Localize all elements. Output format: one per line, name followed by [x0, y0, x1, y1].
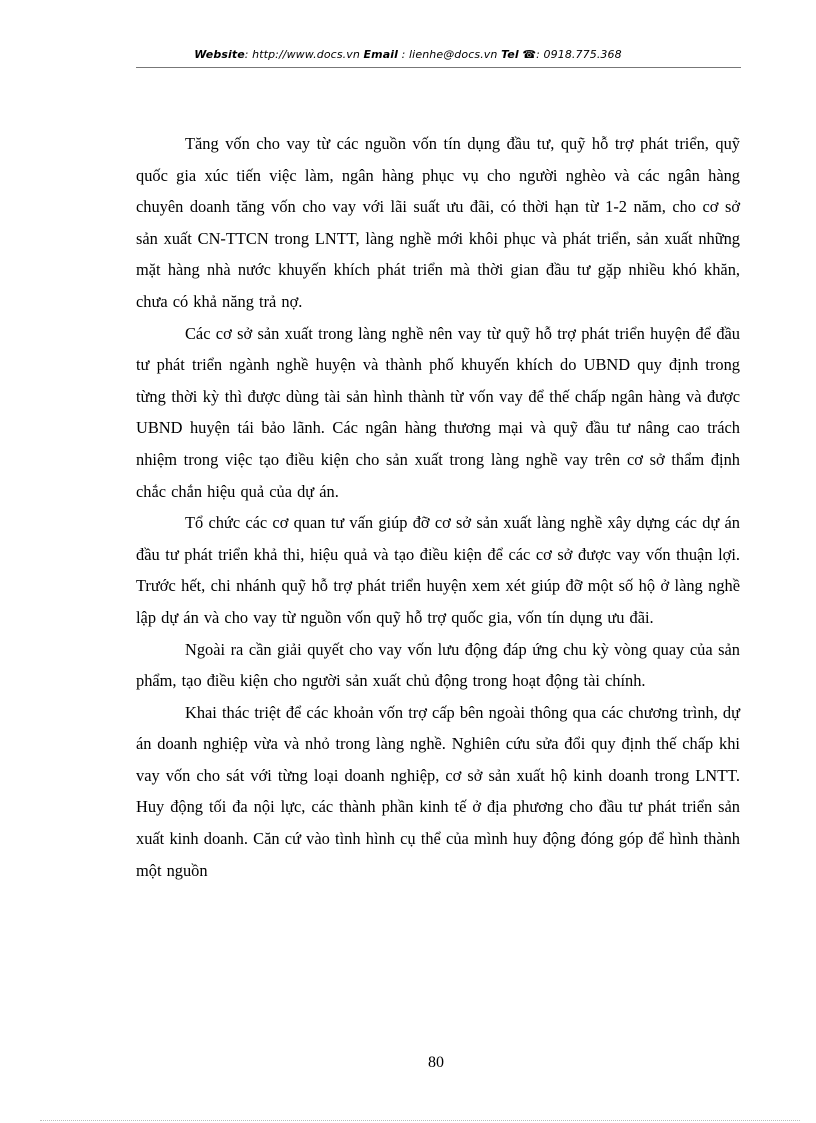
paragraph-4: Ngoài ra cần giải quyết cho vay vốn lưu động đáp ứng chu kỳ vòng quay của sản phẩm, tạo điều kiện cho người sản xuất chủ động trong hoạt động tài chính. — [136, 639, 740, 691]
phone-icon: ☎ — [522, 48, 537, 61]
email-label: Email — [363, 48, 398, 61]
paragraph-3: Tổ chức các cơ quan tư vấn giúp đỡ cơ sở sản xuất làng nghề xây dựng các dự án đầu tư phát triển khả thi, hiệu quả và tạo điều kiện để các cơ sở được vay vốn thuận lợi. Trước hết, chi nhánh quỹ hỗ trợ phát triển huyện xem xét giúp đỡ một số hộ ở làng nghề lập dự án và cho vay từ nguồn vốn quỹ hỗ trợ quốc gia, vốn tín dụng ưu đãi. — [136, 513, 740, 627]
tel-label: Tel — [501, 48, 519, 61]
header-divider — [136, 67, 741, 68]
website-label: Website — [194, 48, 245, 61]
page-number: 80 — [428, 1054, 444, 1071]
email-value: : lienhe@docs.vn — [401, 48, 498, 61]
bottom-divider — [40, 1120, 800, 1121]
tel-value: : 0918.775.368 — [536, 48, 622, 61]
page-header — [0, 48, 816, 61]
document-body — [136, 128, 740, 886]
paragraph-5: Khai thác triệt để các khoản vốn trợ cấp bên ngoài thông qua các chương trình, dự án doanh nghiệp vừa và nhỏ trong làng nghề. Nghiên cứu sửa đổi quy định thế chấp khi vay vốn cho sát với từng loại doanh nghiệp, cơ sở sản xuất hộ kinh doanh trong LNTT. Huy động tối đa nội lực, các thành phần kinh tế ở địa phương cho đầu tư phát triển sản xuất kinh doanh. Căn cứ vào tình hình cụ thể của mình huy động đóng góp để hình thành một nguồn — [136, 702, 740, 880]
paragraph-1: Tăng vốn cho vay từ các nguồn vốn tín dụng đầu tư, quỹ hỗ trợ phát triển, quỹ quốc gia xúc tiến việc làm, ngân hàng phục vụ cho người nghèo và các ngân hàng chuyên doanh tăng vốn cho vay với lãi suất ưu đãi, có thời hạn từ 1-2 năm, cho cơ sở sản xuất CN-TTCN trong LNTT, làng nghề mới khôi phục và phát triển, sản xuất những mặt hàng nhà nước khuyến khích phát triển mà thời gian đầu tư gặp nhiều khó khăn, chưa có khả năng trả nợ. — [136, 134, 740, 311]
paragraph-2: Các cơ sở sản xuất trong làng nghề nên vay từ quỹ hỗ trợ phát triển huyện để đầu tư phát triển ngành nghề huyện và thành phố khuyến khích do UBND quy định trong từng thời kỳ thì được dùng tài sản hình thành từ vốn vay để thế chấp ngân hàng và được UBND huyện tái bảo lãnh. Các ngân hàng thương mại và quỹ đầu tư nâng cao trách nhiệm trong việc tạo điều kiện cho sản xuất trong làng nghề vay trên cơ sở thẩm định chắc chắn hiệu quả của dự án. — [136, 323, 740, 501]
website-value: : http://www.docs.vn — [244, 48, 360, 61]
